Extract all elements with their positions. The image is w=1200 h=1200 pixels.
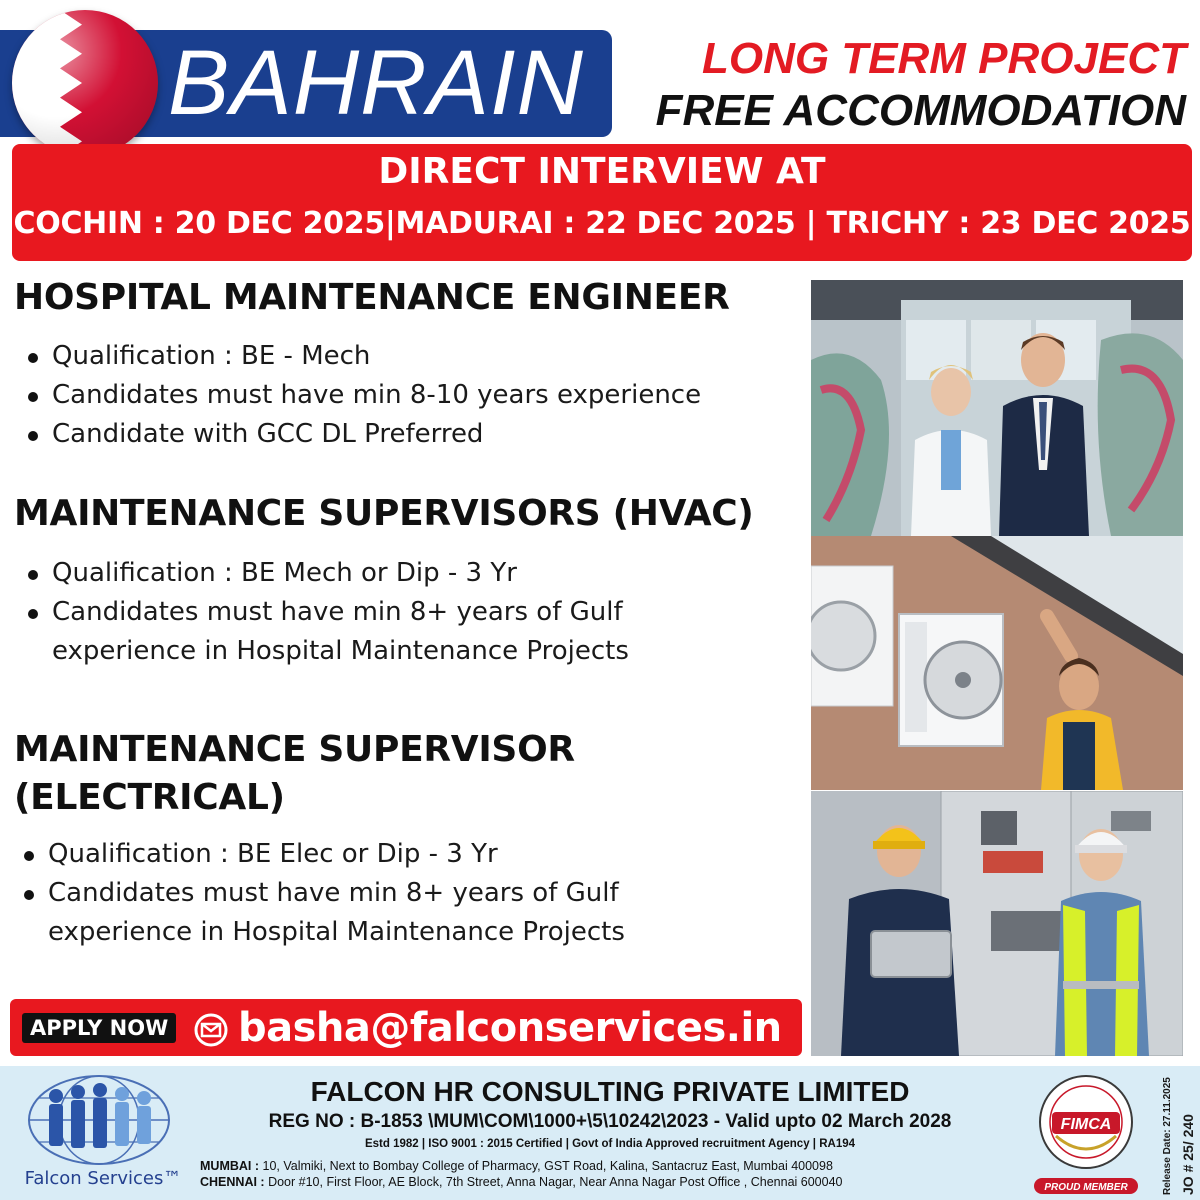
job-title-electrical-sub: (ELECTRICAL): [14, 777, 285, 818]
job-title-hvac: MAINTENANCE SUPERVISORS (HVAC): [14, 493, 754, 534]
mumbai-label: MUMBAI :: [200, 1159, 260, 1173]
chennai-label: CHENNAI :: [200, 1175, 265, 1189]
fimca-member-badge: [1030, 1072, 1142, 1196]
list-item: Candidates must have min 8+ years of Gulf: [22, 874, 625, 913]
list-item: Candidates must have min 8+ years of Gulf: [26, 593, 629, 632]
job-list-electrical: [22, 835, 625, 952]
apply-email-link[interactable]: basha@falconservices.in: [238, 1005, 782, 1051]
proud-member-label: PROUD MEMBER: [1044, 1182, 1128, 1193]
job-order-number: JO # 25/ 240: [1180, 1114, 1196, 1195]
interview-dates: COCHIN : 20 DEC 2025|MADURAI : 22 DEC 2025 | TRICHY : 23 DEC 2025: [13, 206, 1191, 241]
apply-now-label: APPLY NOW: [22, 1013, 176, 1043]
job-list-engineer: [26, 337, 701, 454]
photo-engineers: [811, 280, 1183, 536]
logo-caption: Falcon Services™: [24, 1168, 182, 1189]
bahrain-flag-icon: [12, 10, 158, 156]
certification-line: Estd 1982 | ISO 9001 : 2015 Certified | Govt of India Approved recruitment Agency | RA194: [364, 1138, 856, 1150]
mumbai-address-text: 10, Valmiki, Next to Bombay College of Pharmacy, GST Road, Kalina, Santacruz East, Mumbai 400098: [262, 1159, 833, 1173]
list-item: Qualification : BE Elec or Dip - 3 Yr: [22, 835, 625, 874]
chennai-address: [200, 1174, 842, 1190]
job-list-hvac: [26, 554, 629, 671]
list-item: Candidate with GCC DL Preferred: [26, 415, 701, 454]
list-item: Qualification : BE Mech or Dip - 3 Yr: [26, 554, 629, 593]
list-item: experience in Hospital Maintenance Projects: [52, 636, 629, 666]
promo-long-term: LONG TERM PROJECT: [701, 34, 1186, 83]
list-item: experience in Hospital Maintenance Projects: [48, 917, 625, 947]
apply-bar: [10, 999, 802, 1056]
envelope-icon: [194, 1013, 228, 1047]
interview-title: DIRECT INTERVIEW AT: [378, 151, 826, 192]
falcon-globe-logo-icon: [24, 1074, 174, 1166]
company-name: FALCON HR CONSULTING PRIVATE LIMITED: [310, 1076, 910, 1107]
country-name: BAHRAIN: [168, 32, 584, 134]
list-item: Candidates must have min 8-10 years experience: [26, 376, 701, 415]
job-title-electrical: MAINTENANCE SUPERVISOR: [14, 729, 575, 770]
photo-hvac-technician: [811, 536, 1183, 790]
photo-electrical-workers: [811, 791, 1183, 1056]
chennai-address-text: Door #10, First Floor, AE Block, 7th Street, Anna Nagar, Near Anna Nagar Post Office , Chennai 600040: [268, 1175, 843, 1189]
list-item: Qualification : BE - Mech: [26, 337, 701, 376]
promo-accommodation: FREE ACCOMMODATION: [655, 86, 1186, 135]
release-date: Release Date: 27.11.2025: [1162, 1077, 1173, 1195]
job-title-engineer: HOSPITAL MAINTENANCE ENGINEER: [14, 277, 730, 318]
mumbai-address: [200, 1158, 833, 1174]
registration-number: REG NO : B-1853 \MUM\COM\1000+\5\10242\2023 - Valid upto 02 March 2028: [268, 1111, 952, 1132]
fimca-label: FIMCA: [1060, 1116, 1112, 1133]
footer: [0, 1066, 1200, 1200]
interview-banner: [12, 144, 1192, 261]
